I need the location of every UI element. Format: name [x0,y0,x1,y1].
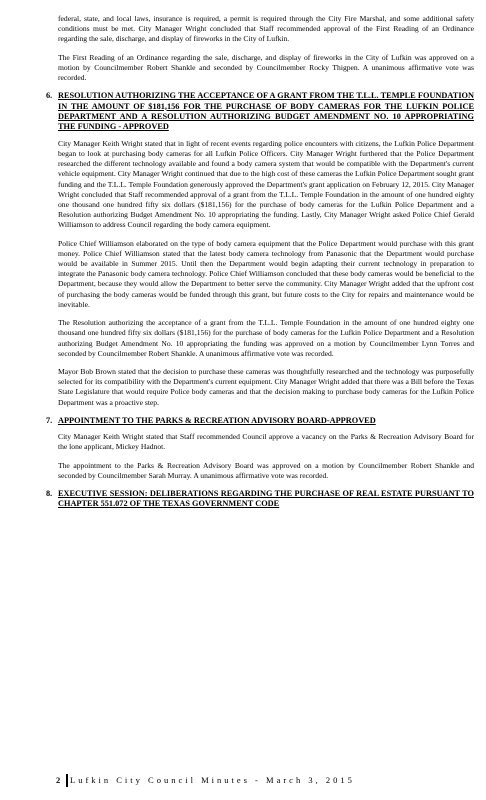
item-title: APPOINTMENT TO THE PARKS & RECREATION ADVISORY BOARD-APPROVED [58,415,376,425]
paragraph: The First Reading of an Ordinance regarding the sale, discharge, and display of fireworks in the City of Lufkin was approved on a motion by Councilmember Robert Shankle and seconded by Councilmember Rocky Thigpen. A unanimous affirmative vote was recorded. [58,52,474,83]
paragraph: Police Chief Williamson elaborated on the type of body camera equipment that the Police Department would purchase with this grant money. Police Chief Williamson stated that the latest body camera technology from Panasonic that the Department would purchase would be available in Summer 2015. Until then the Department would begin adapting their current technology in preparation to integrate the Panasonic body camera technology. Police Chief Williamson concluded that these body cameras would be beneficial to the Department, because they would allow the Department to better serve the community. City Manager Wright added that the upfront cost of purchasing the body cameras would be funded through this grant, but future costs to the City for repairs and maintenance would be inevitable. [58,238,474,309]
paragraph: federal, state, and local laws, insurance is required, a permit is required through the City Fire Marshal, and some additional safety conditions must be met. City Manager Wright concluded that Staff recommended approval of the First Reading of an Ordinance regarding the sale, discharge, and display of fireworks in the City of Lufkin. [58,14,474,44]
paragraph: Mayor Bob Brown stated that the decision to purchase these cameras was thoughtfully researched and the technology was purposefully selected for its compatibility with the Department's current equipment. City Manager Wright added that there was a Bill before the Texas State Legislature that would require Police body cameras and that the decision making to purchase body cameras for the Lufkin Police Department was a proactive step. [58,366,474,407]
item-number: 8. [46,488,53,498]
footer-text: Lufkin City Council Minutes - March 3, 2015 [70,775,355,785]
agenda-item-7-heading [46,415,474,426]
paragraph: City Manager Keith Wright stated that in light of recent events regarding police encounters with citizens, the Lufkin Police Department began to look at purchasing body cameras for all Lufkin Police Officers. City Manager Wright furthered that the Police Department researched the different technology available and found a body camera system that would be compatible with the Department's current vehicle equipment. City Manager Wright continued that due to the high cost of these cameras the Lufkin Police Department sought grant funding and the T.L.L. Temple Foundation generously approved the Department's grant application on February 12, 2015. City Manager Wright concluded that Staff recommended approval of a grant from the T.L.L. Temple Foundation in the amount of one hundred eighty one thousand one hundred fifty six dollars ($181,156) for the purchase of body cameras for the Lufkin Police Department and a Resolution authorizing Budget Amendment No. 10 appropriating the funding. Lastly, City Manager Wright asked Police Chief Gerald Williamson to address Council regarding the body camera equipment. [58,138,474,230]
minutes-body [46,14,474,516]
item-title: RESOLUTION AUTHORIZING THE ACCEPTANCE OF A GRANT FROM THE T.L.L. TEMPLE FOUNDATION IN THE AMOUNT OF $181,156 FOR THE PURCHASE OF BODY CAMERAS FOR THE LUFKIN POLICE DEPARTMENT AND A RESOLUTION AUTHORIZING BUDGET AMENDMENT NO. 10 APPROPRIATING THE FUNDING - APPROVED [58,91,474,132]
item-number: 6. [46,91,53,101]
page-number: 2 [56,774,68,787]
item-title: EXECUTIVE SESSION: DELIBERATIONS REGARDING THE PURCHASE OF REAL ESTATE PURSUANT TO CHAPTER 551.072 OF THE TEXAS GOVERNMENT CODE [58,488,474,509]
agenda-item-8-heading [46,488,474,510]
item-number: 7. [46,415,53,425]
paragraph: The appointment to the Parks & Recreation Advisory Board was approved on a motion by Councilmember Robert Shankle and seconded by Councilmember Sarah Murray. A unanimous affirmative vote was recorded. [58,460,474,480]
paragraph: The Resolution authorizing the acceptance of a grant from the T.L.L. Temple Foundation in the amount of one hundred eighty one thousand one hundred fifty six dollars ($181,156) for the purchase of body cameras for the Lufkin Police Department and a Resolution authorizing Budget Amendment No. 10 appropriating the funding was approved on a motion by Councilmember Lynn Torres and seconded by Councilmember Robert Shankle. A unanimous affirmative vote was recorded. [58,318,474,358]
agenda-item-6-heading [46,91,474,133]
paragraph: City Manager Keith Wright stated that Staff recommended Council approve a vacancy on the Parks & Recreation Advisory Board for the lone applicant, Mickey Hadnot. [58,432,474,452]
page-footer [56,774,486,787]
